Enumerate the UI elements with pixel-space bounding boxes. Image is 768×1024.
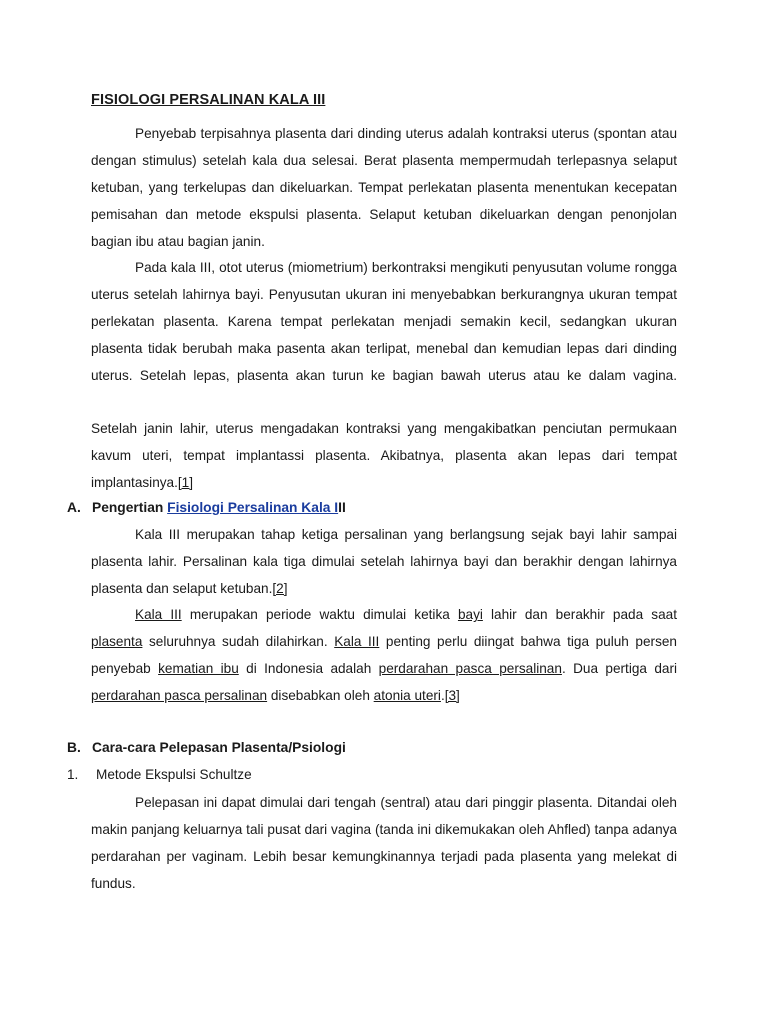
link-bayi[interactable]: bayi xyxy=(457,607,483,622)
intro-paragraph-3 xyxy=(91,415,677,496)
section-b-heading xyxy=(67,738,346,758)
text-segment: . xyxy=(440,688,445,703)
section-a-paragraph-1 xyxy=(91,521,677,602)
link-perdarahan-pasca-persalinan-2[interactable]: perdarahan pasca persalinan xyxy=(91,688,268,703)
text-segment: lahir dan berakhir pada saat xyxy=(482,607,677,622)
page-title: FISIOLOGI PERSALINAN KALA III xyxy=(91,92,326,108)
text-segment: di Indonesia adalah xyxy=(238,661,379,676)
link-kala-iii-1[interactable]: Kala III xyxy=(135,607,182,622)
link-kala-iii-2[interactable]: Kala III xyxy=(334,634,380,649)
section-a-paragraph-1-text: Kala III merupakan tahap ketiga persalinan yang berlangsung sejak bayi lahir sampai plasenta lahir. Persalinan kala tiga dimulai setelah lahirnya bayi dan berakhir dengan lahirnya plasenta dan selaput ketuban. xyxy=(91,527,677,596)
text-segment: disebabkan oleh xyxy=(267,688,374,703)
intro-paragraph-3-text: Setelah janin lahir, uterus mengadakan kontraksi yang mengakibatkan penciutan permukaan kavum uteri, tempat implantassi plasenta. Akibatnya, plasenta akan lepas dari tempat implantasinya. xyxy=(91,421,677,490)
text-segment: merupakan periode waktu dimulai ketika xyxy=(181,607,458,622)
text-segment: penting perlu diingat bahwa tiga puluh persen penyebab xyxy=(91,634,677,676)
list-item-1 xyxy=(67,765,252,785)
intro-paragraph-2: Pada kala III, otot uterus (miometrium) berkontraksi mengikuti penyusutan volume rongga uterus setelah lahirnya bayi. Penyusutan ukuran ini menyebabkan berkurangnya ukuran tempat perlekatan plasenta. Karena tempat perlekatan menjadi semakin kecil, sedangkan ukuran plasenta tidak berubah maka pasenta akan terlipat, menebal dan kemudian lepas dari dinding uterus. Setelah lepas, plasenta akan turun ke bagian bawah uterus atau ke dalam vagina. xyxy=(91,260,677,383)
section-a-link[interactable]: Fisiologi Persalinan Kala I xyxy=(167,500,339,515)
section-a-heading xyxy=(67,498,346,518)
footnote-link-3[interactable]: [3] xyxy=(444,688,460,703)
section-a-label: Pengertian xyxy=(92,500,168,515)
link-plasenta[interactable]: plasenta xyxy=(91,634,143,649)
section-b-paragraph-1: Pelepasan ini dapat dimulai dari tengah (sentral) atau dari pinggir plasenta. Ditandai oleh makin panjang keluarnya tali pusat dari vagina (tanda ini dikemukakan oleh Ahfled) tanpa adanya perdarahan per vaginam. Lebih besar kemungkinannya terjadi pada plasenta yang melekat di fundus. xyxy=(91,795,677,891)
section-b-letter: B. xyxy=(67,740,81,755)
section-a-letter: A. xyxy=(67,500,81,515)
list-item-1-number: 1. xyxy=(67,767,79,782)
link-kematian-ibu[interactable]: kematian ibu xyxy=(158,661,239,676)
section-b-label: Cara-cara Pelepasan Plasenta/Psiologi xyxy=(92,740,346,755)
text-segment: seluruhnya sudah dilahirkan. xyxy=(142,634,335,649)
section-a-suffix: II xyxy=(338,500,346,515)
section-a-paragraph-2 xyxy=(91,601,677,709)
list-item-1-label: Metode Ekspulsi Schultze xyxy=(96,767,252,782)
footnote-link-1[interactable]: [1] xyxy=(177,475,194,490)
intro-paragraph-1: Penyebab terpisahnya plasenta dari dinding uterus adalah kontraksi uterus (spontan atau dengan stimulus) setelah kala dua selesai. Berat plasenta mempermudah terlepasnya selaput ketuban, yang terkelupas dan dikeluarkan. Tempat perlekatan plasenta menentukan kecepatan pemisahan dan metode ekspulsi plasenta. Selaput ketuban dikeluarkan dengan penonjolan bagian ibu atau bagian janin. xyxy=(91,126,677,249)
text-segment: . Dua pertiga dari xyxy=(561,661,678,676)
link-atonia-uteri[interactable]: atonia uteri xyxy=(373,688,441,703)
link-perdarahan-pasca-persalinan-1[interactable]: perdarahan pasca persalinan xyxy=(378,661,562,676)
footnote-link-2[interactable]: [2] xyxy=(272,581,288,596)
